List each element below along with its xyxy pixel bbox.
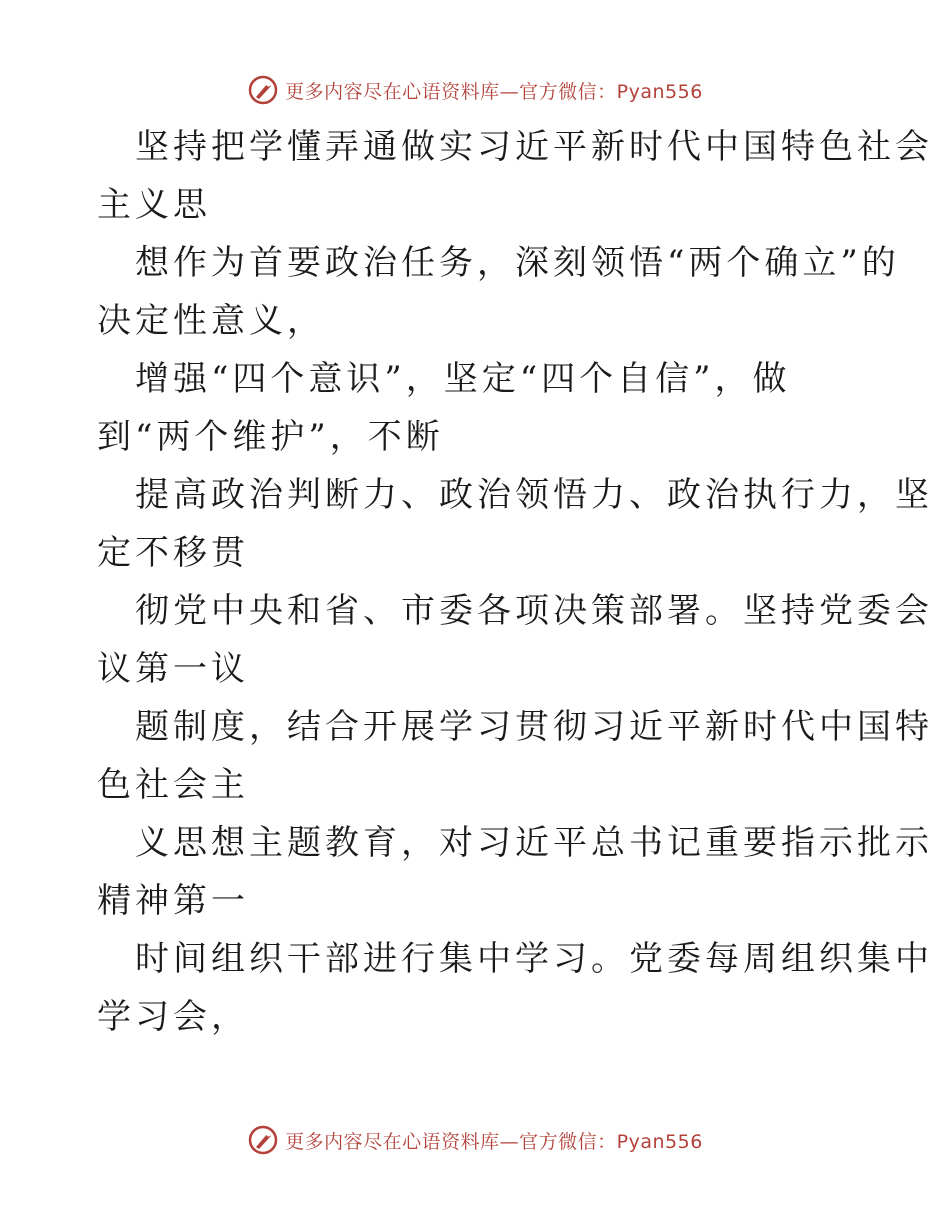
body-line: 主义思: [97, 185, 211, 225]
body-line: 决定性意义，: [97, 301, 325, 341]
body-line: 精神第一: [97, 881, 249, 921]
document-body: [97, 118, 933, 1046]
body-line: 题制度，结合开展学习贯彻习近平新时代中国特: [135, 707, 933, 747]
footer-banner: [0, 1120, 950, 1160]
body-line: 定不移贯: [97, 533, 249, 573]
body-line: 想作为首要政治任务，深刻领悟“两个确立”的: [135, 243, 900, 283]
footer-banner-label: 更多内容尽在心语资料库—官方微信：: [285, 1130, 617, 1153]
body-line: 议第一议: [97, 649, 249, 689]
footer-wechat-id: Pyan556: [616, 1130, 703, 1153]
body-line: 彻党中央和省、市委各项决策部署。坚持党委会: [135, 591, 933, 631]
header-banner: [0, 70, 950, 110]
body-line: 坚持把学懂弄通做实习近平新时代中国特色社会: [135, 127, 933, 167]
body-line: 学习会，: [97, 997, 249, 1037]
pen-logo-icon: [247, 1124, 279, 1156]
footer-banner-text: [285, 1127, 703, 1154]
pen-logo-icon: [247, 74, 279, 106]
header-banner-label: 更多内容尽在心语资料库—官方微信：: [285, 80, 617, 103]
body-line: 提高政治判断力、政治领悟力、政治执行力，坚: [135, 475, 933, 515]
body-line: 义思想主题教育，对习近平总书记重要指示批示: [135, 823, 933, 863]
body-line: 到“两个维护”，不断: [97, 417, 444, 457]
body-line: 时间组织干部进行集中学习。党委每周组织集中: [135, 939, 933, 979]
header-wechat-id: Pyan556: [616, 80, 703, 103]
body-line: 增强“四个意识”，坚定“四个自信”，做: [135, 359, 791, 399]
header-banner-text: [285, 77, 703, 104]
body-line: 色社会主: [97, 765, 249, 805]
